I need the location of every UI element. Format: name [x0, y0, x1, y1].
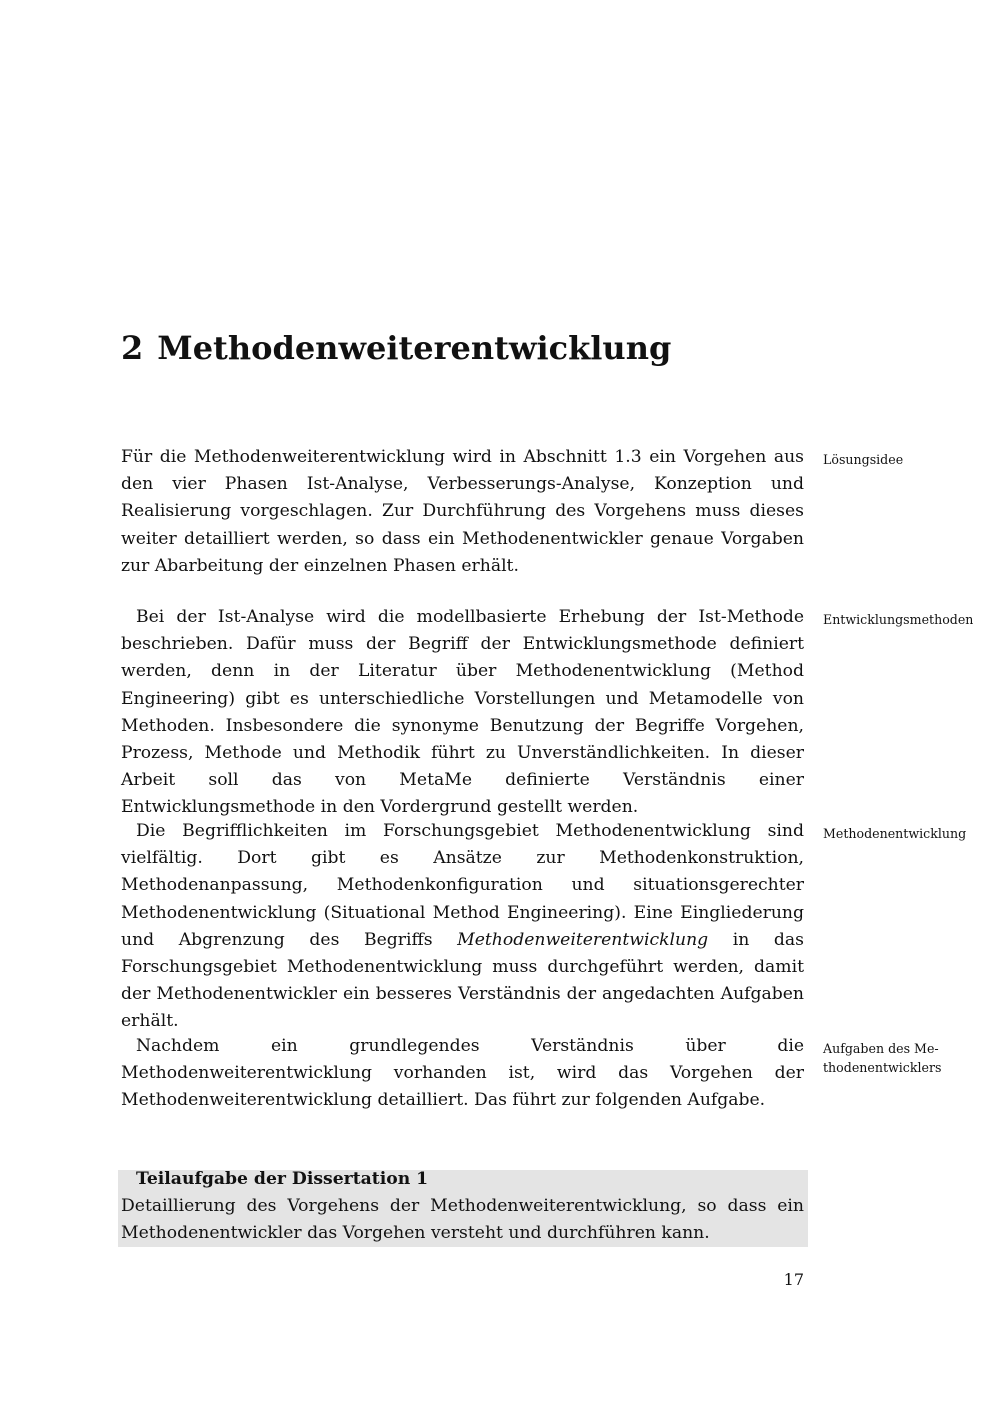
emphasized-term: Methodenweiterentwicklung — [457, 929, 709, 950]
margin-note-entwicklungsmethoden: Entwicklungsmethoden — [823, 612, 974, 627]
chapter-heading — [121, 328, 821, 368]
paragraph-entwicklungsmethoden: Bei der Ist-Analyse wird die modellbasierte Erhebung der Ist-Methode beschrieben. Dafür muss der Begriff der Entwicklungsmethode definiert werden, denn in der Literatur über Methodenentwicklung (Method Engineering) gibt es unterschiedliche Vorstellungen und Metamodelle von Methoden. Insbesondere die synonyme Benutzung der Begriffe Vorgehen, Prozess, Methode und Methodik führt zu Unverständlichkeiten. In dieser Arbeit soll das von MetaMe definierte Verständnis einer Entwicklungsmethode in den Vordergrund gestellt werden. — [121, 607, 804, 818]
paragraph-methodenentwicklung — [121, 818, 804, 1036]
paragraph-aufgaben: Nachdem ein grundlegendes Verständnis über die Methodenweiterentwicklung vorhanden ist, wird das Vorgehen der Methodenweiterentwicklung detailliert. Das führt zur folgenden Aufgabe. — [121, 1036, 804, 1111]
margin-note-aufgaben — [823, 1039, 983, 1077]
margin-note-line: Aufgaben des Me- — [823, 1041, 939, 1056]
task-text: Detaillierung des Vorgehens der Methodenweiterentwicklung, so dass ein Methodenentwickler das Vorgehen versteht und durchführen kann. — [121, 1196, 804, 1244]
paragraph-text-end: in das Forschungsgebiet Methodenentwicklung muss durchgeführt werden, damit der Methodenentwickler ein besseres Verständnis der angedachten Aufgaben erhält. — [121, 929, 804, 1032]
chapter-number: 2 — [121, 329, 144, 367]
margin-note-loesungsidee: Lösungsidee — [823, 452, 904, 467]
paragraph-loesungsidee: Für die Methodenweiterentwicklung wird in Abschnitt 1.3 ein Vorgehen aus den vier Phasen Ist-Analyse, Verbesserungs-Analyse, Konzeption und Realisierung vorgeschlagen. Zur Durchführung des Vorgehens muss dieses weiter detailliert werden, so dass ein Methodenentwickler genaue Vorgaben zur Abarbeitung der einzelnen Phasen erhält. — [121, 447, 804, 576]
paragraph-text-start: Die Begrifflichkeiten im Forschungsgebiet Methodenentwicklung sind vielfältig. Dort gibt es Ansätze zur Methodenkonstruktion, Methodenanpassung, Methodenkonfiguration und situationsgerechter Methodenentwicklung (Situational Method Engineering). Eine Eingliederung und Abgrenzung des Begriffs — [121, 821, 804, 950]
task-title: Teilaufgabe der Dissertation 1 — [136, 1169, 429, 1189]
margin-note-line: thodenentwicklers — [823, 1060, 942, 1075]
chapter-title: Methodenweiterentwicklung — [157, 329, 672, 367]
margin-note-methodenentwicklung: Methodenentwicklung — [823, 826, 967, 841]
page-number: 17 — [783, 1270, 804, 1289]
